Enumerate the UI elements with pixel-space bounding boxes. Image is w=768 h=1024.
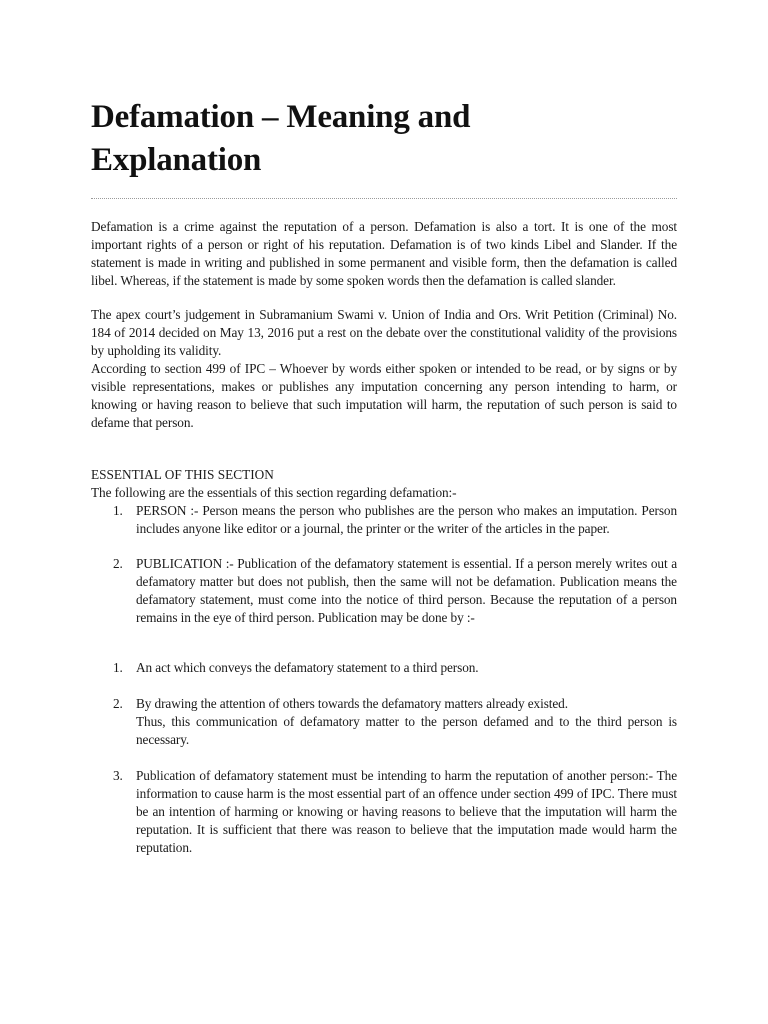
- list-item-text: An act which conveys the defamatory statement to a third person.: [136, 660, 479, 675]
- list-item-text: By drawing the attention of others towards the defamatory matters already existed.: [136, 696, 568, 711]
- list-item: [91, 555, 677, 627]
- title-line-1: Defamation – Meaning and: [91, 99, 471, 135]
- list-item-text: PERSON :- Person means the person who publishes are the person who makes an imputation. Person includes anyone like editor or a journal, the printer or the writer of the articles in the paper.: [136, 503, 677, 536]
- list-number: 2.: [113, 696, 123, 711]
- section-intro: The following are the essentials of this section regarding defamation:-: [91, 485, 457, 500]
- list-item-extra-text: Thus, this communication of defamatory matter to the person defamed and to the third person is necessary.: [136, 714, 677, 747]
- list-item: [91, 695, 677, 749]
- list-number: 1.: [113, 503, 123, 518]
- list-item: [91, 502, 677, 538]
- title-divider: [91, 198, 677, 199]
- list-number: 3.: [113, 768, 123, 783]
- list-item-text: PUBLICATION :- Publication of the defamatory statement is essential. If a person merely writes out a defamatory matter but does not publish, then the same will not be defamation. Publication means the defamatory statement, must come into the notice of third person. Because the reputation of a person remains in the eye of third person. Publication may be done by :-: [136, 556, 677, 625]
- page-title: [91, 0, 677, 182]
- title-line-2: Explanation: [91, 142, 262, 178]
- publication-modes-list: [91, 659, 677, 857]
- intro-paragraph: Defamation is a crime against the reputation of a person. Defamation is also a tort. It is one of the most important rights of a person or right of his reputation. Defamation is of two kinds Libel and Slander. If the statement is made in writing and published in some permanent and visible form, then the defamation is called libel. Whereas, if the statement is made by some spoken words then the defamation is called slander.: [91, 219, 677, 288]
- section-heading: ESSENTIAL OF THIS SECTION: [91, 467, 274, 482]
- judgement-paragraph: The apex court’s judgement in Subramanium Swami v. Union of India and Ors. Writ Petition (Criminal) No. 184 of 2014 decided on May 13, 2016 put a rest on the debate over the constitutional validity of the provisions by upholding its validity.: [91, 307, 677, 358]
- section-499-paragraph: According to section 499 of IPC – Whoever by words either spoken or intended to be read, or by signs or by visible representations, makes or publishes any imputation concerning any person intending to harm, or knowing or having reason to believe that such imputation will harm, the reputation of such person is said to defame that person.: [91, 361, 677, 430]
- list-number: 2.: [113, 556, 123, 571]
- list-item: [91, 767, 677, 857]
- essentials-list: [91, 502, 677, 627]
- list-item-text: Publication of defamatory statement must be intending to harm the reputation of another person:- The information to cause harm is the most essential part of an offence under section 499 of IPC. There must be an intention of harming or knowing or having reasons to believe that the imputation will harm the reputation. It is sufficient that there was reason to believe that the imputation made would harm the reputation.: [136, 768, 677, 855]
- list-item: [91, 659, 677, 677]
- list-number: 1.: [113, 660, 123, 675]
